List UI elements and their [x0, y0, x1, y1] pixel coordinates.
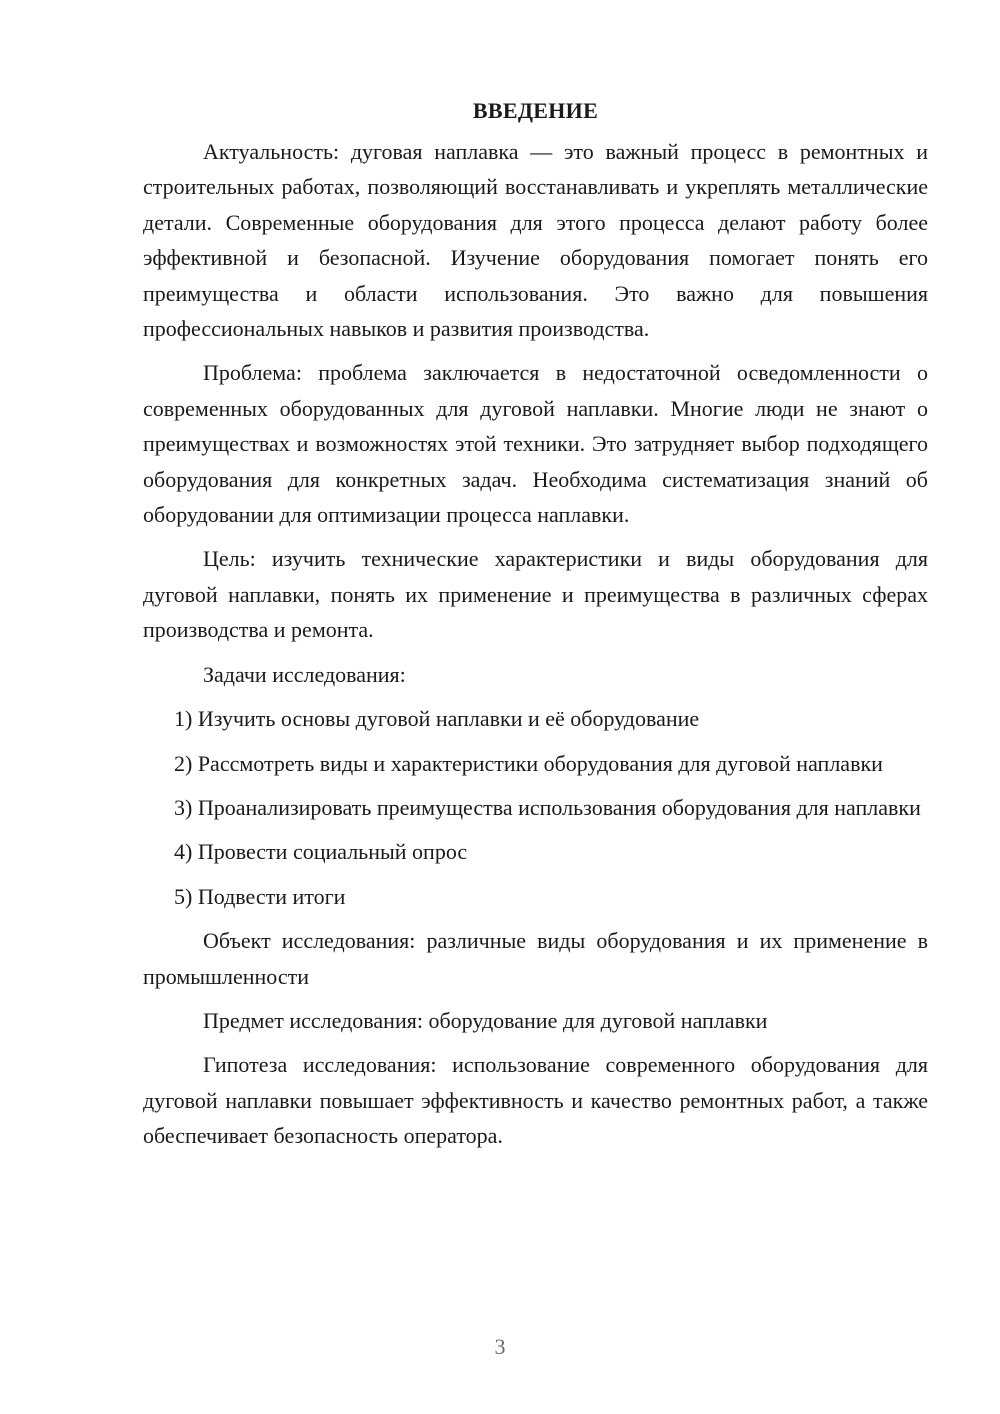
- task-item-2: 2) Рассмотреть виды и характеристики оборудования для дуговой наплавки: [174, 750, 883, 776]
- task-item-4: 4) Провести социальный опрос: [174, 839, 468, 865]
- tasks-heading: Задачи исследования:: [203, 661, 406, 687]
- paragraph-problem: Проблема: проблема заключается в недостаточной осведомленности о современных оборудованных для дуговой наплавки. Многие люди не знают о преимуществах и возможностях этой техники. Это затрудняет выбор подходящего оборудования для конкретных задач. Необходима систематизация знаний об оборудовании для оптимизации процесса наплавки.: [143, 360, 928, 528]
- paragraph-hypothesis: Гипотеза исследования: использование современного оборудования для дуговой наплавки повышает эффективность и качество ремонтных работ, а также обеспечивает безопасность оператора.: [143, 1052, 928, 1149]
- task-item-1: 1) Изучить основы дуговой наплавки и её оборудование: [174, 706, 700, 732]
- paragraph-object: Объект исследования: различные виды оборудования и их применение в промышленности: [143, 928, 928, 989]
- page-number: 3: [494, 1334, 506, 1359]
- paragraph-relevance: Актуальность: дуговая наплавка — это важный процесс в ремонтных и строительных работах, позволяющий восстанавливать и укреплять металлические детали. Современные оборудования для этого процесса делают работу более эффективной и безопасной. Изучение оборудования помогает понять его преимущества и области использования. Это важно для повышения профессиональных навыков и развития производства.: [143, 139, 928, 342]
- section-title: ВВЕДЕНИЕ: [472, 98, 599, 123]
- document-page: [143, 96, 928, 1163]
- task-item-5: 5) Подвести итоги: [174, 883, 346, 909]
- task-item-3: 3) Проанализировать преимущества использования оборудования для наплавки: [174, 794, 921, 820]
- paragraph-goal: Цель: изучить технические характеристики и виды оборудования для дуговой наплавки, понять их применение и преимущества в различных сферах производства и ремонта.: [143, 546, 928, 643]
- paragraph-subject: Предмет исследования: оборудование для дуговой наплавки: [203, 1007, 768, 1033]
